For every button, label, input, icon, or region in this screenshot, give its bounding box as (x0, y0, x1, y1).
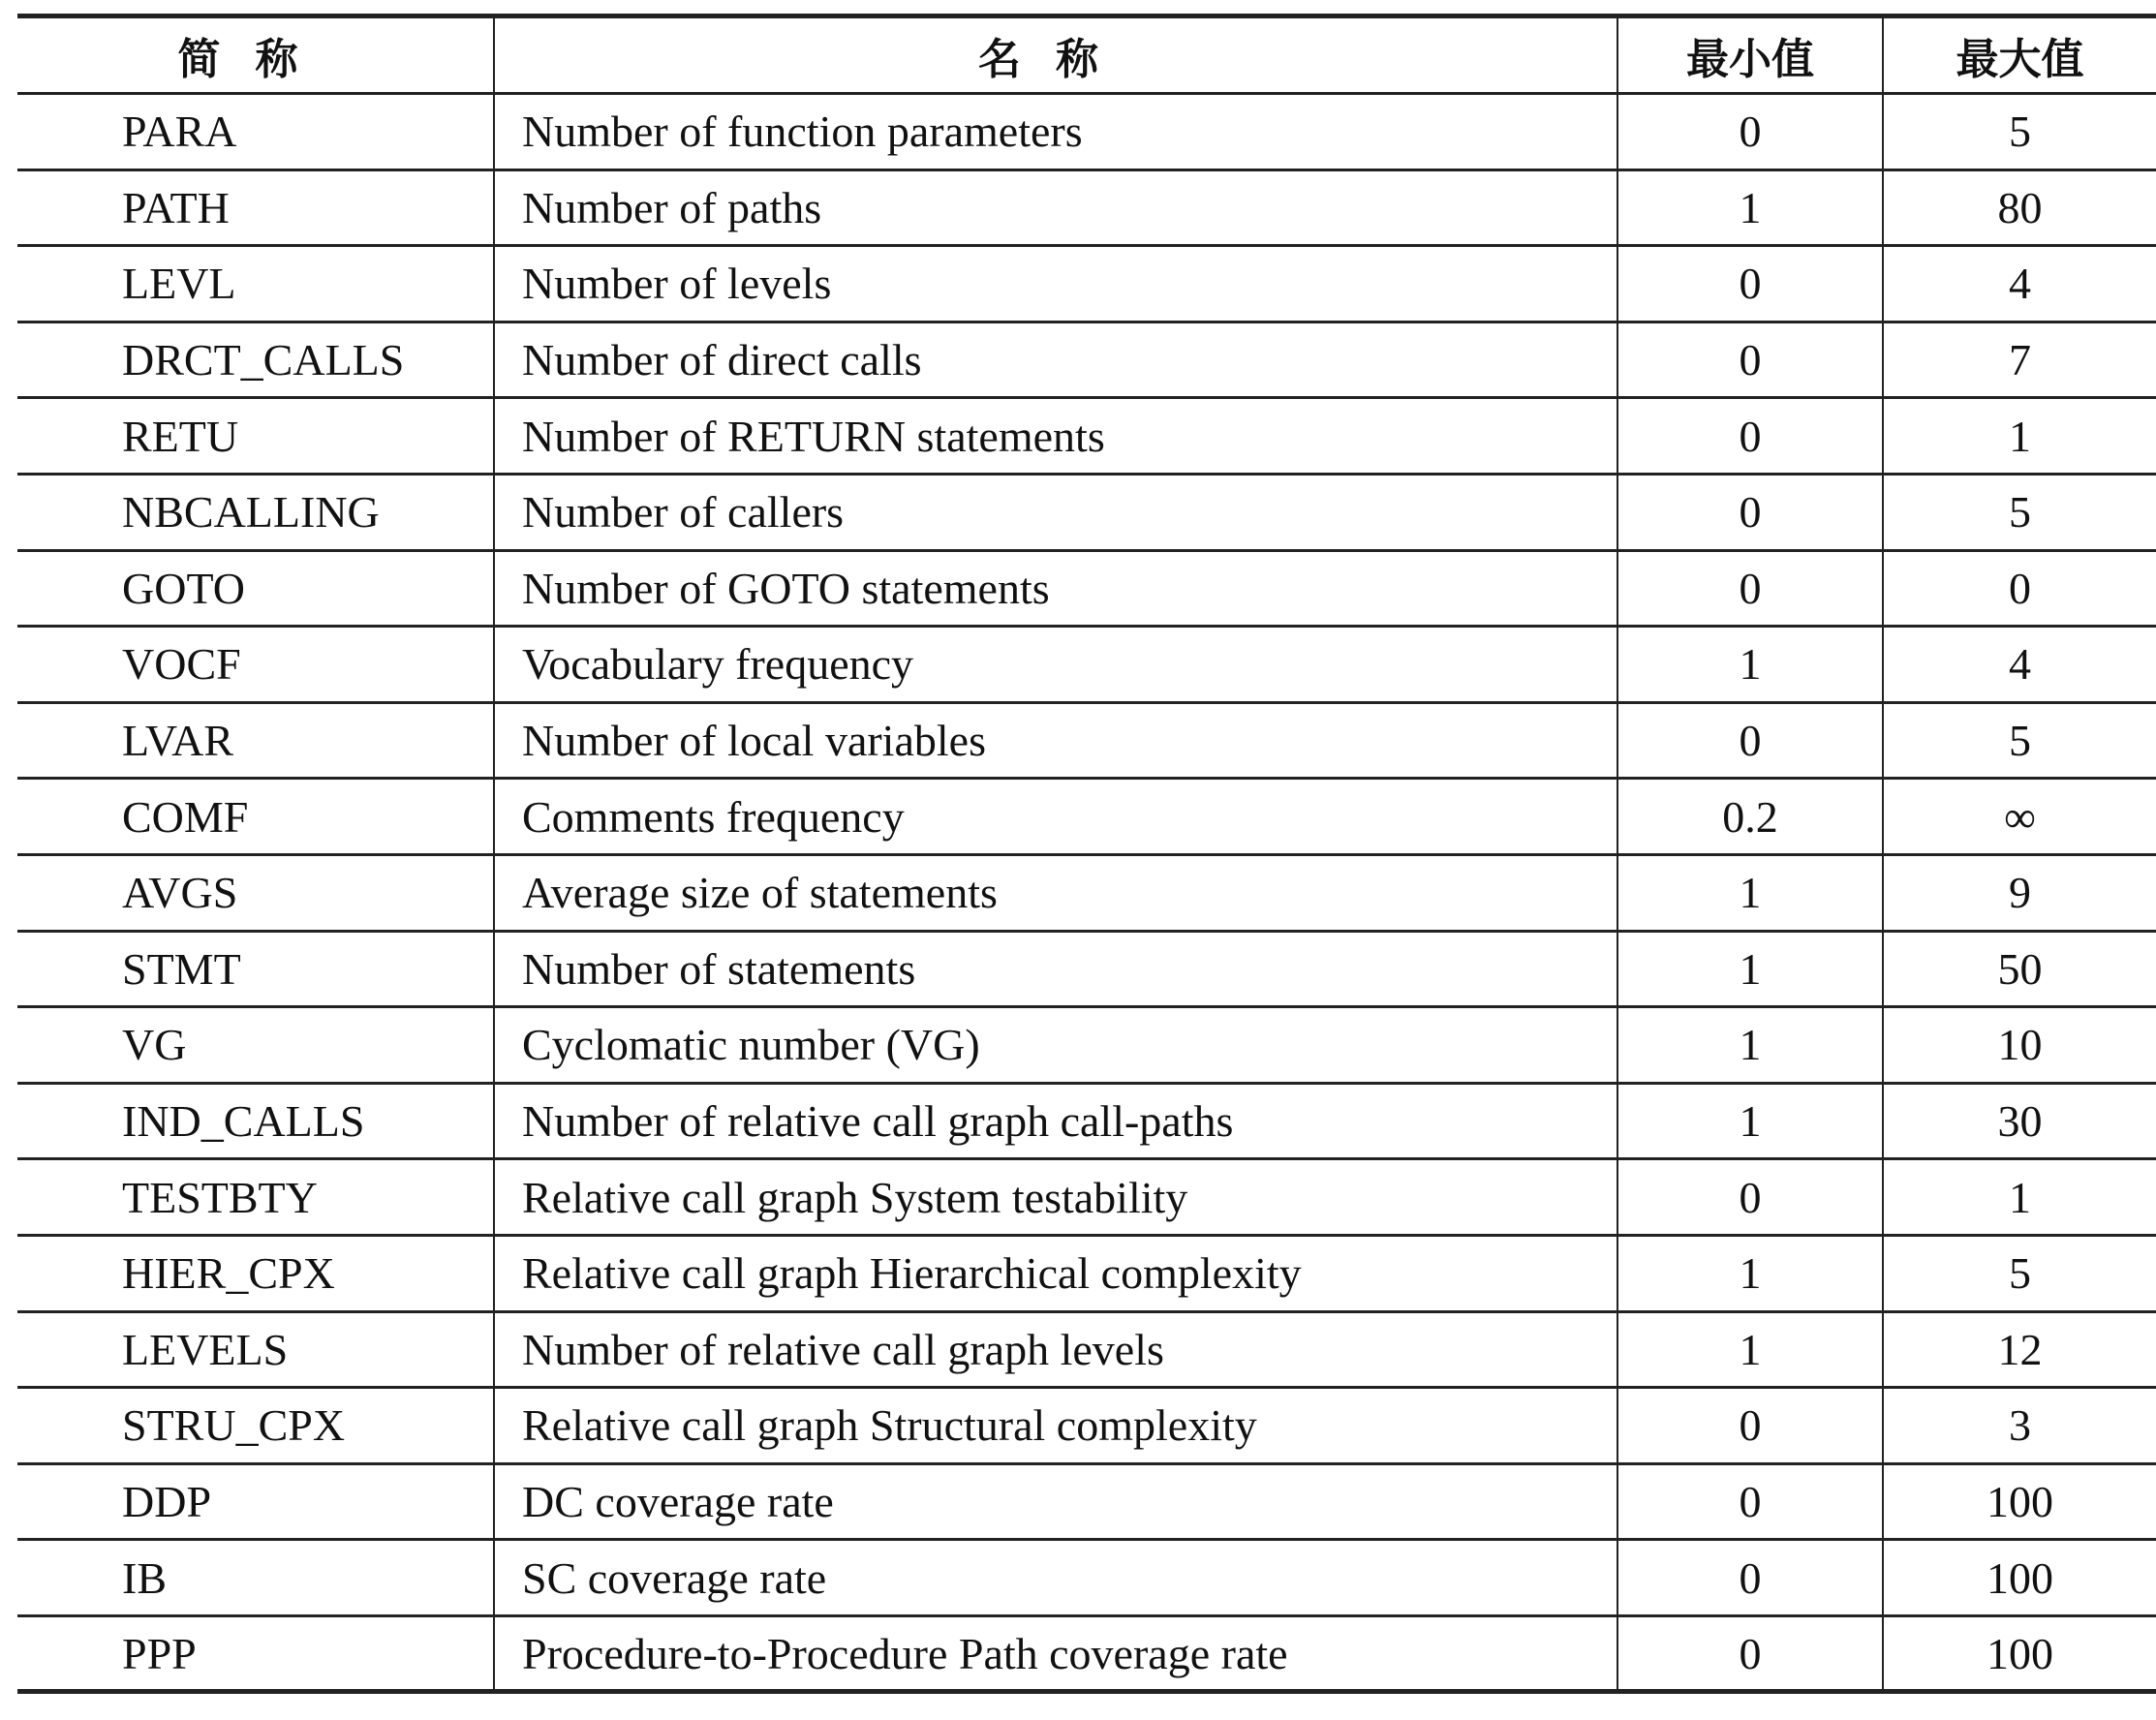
cell-min-value: 1 (1617, 627, 1883, 703)
table-row (17, 702, 2156, 779)
table-row (17, 1083, 2156, 1159)
cell-metric-name: Number of local variables (494, 702, 1617, 779)
cell-max-value: 12 (1883, 1311, 2156, 1388)
cell-max-value: 1 (1883, 1159, 2156, 1236)
table-row (17, 322, 2156, 398)
cell-abbreviation: IB (17, 1540, 494, 1616)
cell-metric-name: Number of relative call graph call-paths (494, 1083, 1617, 1159)
cell-min-value: 0.2 (1617, 779, 1883, 855)
table-row (17, 169, 2156, 246)
cell-metric-name: Number of relative call graph levels (494, 1311, 1617, 1388)
table-row (17, 779, 2156, 855)
cell-abbreviation: NBCALLING (17, 474, 494, 550)
cell-abbreviation: PPP (17, 1615, 494, 1692)
cell-metric-name: Number of statements (494, 931, 1617, 1007)
cell-metric-name: Number of paths (494, 169, 1617, 246)
cell-max-value: 50 (1883, 931, 2156, 1007)
cell-min-value: 1 (1617, 1311, 1883, 1388)
cell-metric-name: Number of callers (494, 474, 1617, 550)
cell-abbreviation: RETU (17, 398, 494, 475)
cell-max-value: 9 (1883, 854, 2156, 931)
table-row (17, 627, 2156, 703)
cell-max-value: 100 (1883, 1615, 2156, 1692)
table-row (17, 94, 2156, 170)
cell-metric-name: Procedure-to-Procedure Path coverage rate (494, 1615, 1617, 1692)
cell-metric-name: Comments frequency (494, 779, 1617, 855)
cell-metric-name: SC coverage rate (494, 1540, 1617, 1616)
cell-min-value: 1 (1617, 169, 1883, 246)
table-row (17, 474, 2156, 550)
table-row (17, 1615, 2156, 1692)
cell-max-value: 5 (1883, 94, 2156, 170)
cell-abbreviation: GOTO (17, 550, 494, 627)
cell-max-value: 30 (1883, 1083, 2156, 1159)
metrics-table-container (17, 14, 2156, 1694)
header-abbr: 简称 (17, 16, 494, 94)
table-row (17, 1235, 2156, 1311)
cell-min-value: 0 (1617, 94, 1883, 170)
header-min: 最小值 (1617, 16, 1883, 94)
cell-max-value: 4 (1883, 246, 2156, 322)
cell-abbreviation: VG (17, 1007, 494, 1084)
cell-min-value: 1 (1617, 931, 1883, 1007)
cell-max-value: 5 (1883, 1235, 2156, 1311)
cell-metric-name: Relative call graph System testability (494, 1159, 1617, 1236)
cell-min-value: 1 (1617, 1083, 1883, 1159)
cell-min-value: 0 (1617, 322, 1883, 398)
cell-max-value: 0 (1883, 550, 2156, 627)
cell-min-value: 0 (1617, 702, 1883, 779)
table-row (17, 398, 2156, 475)
cell-abbreviation: IND_CALLS (17, 1083, 494, 1159)
table-header (17, 16, 2156, 94)
header-row (17, 16, 2156, 94)
table-row (17, 1159, 2156, 1236)
cell-abbreviation: PARA (17, 94, 494, 170)
cell-min-value: 0 (1617, 398, 1883, 475)
cell-min-value: 1 (1617, 854, 1883, 931)
cell-abbreviation: LEVELS (17, 1311, 494, 1388)
cell-abbreviation: DDP (17, 1463, 494, 1540)
cell-max-value: 5 (1883, 474, 2156, 550)
cell-abbreviation: LVAR (17, 702, 494, 779)
cell-abbreviation: STMT (17, 931, 494, 1007)
table-row (17, 1007, 2156, 1084)
table-row (17, 550, 2156, 627)
table-body (17, 94, 2156, 1692)
cell-metric-name: Average size of statements (494, 854, 1617, 931)
cell-max-value: 10 (1883, 1007, 2156, 1084)
cell-min-value: 0 (1617, 1540, 1883, 1616)
metrics-table (17, 14, 2156, 1694)
cell-max-value: 4 (1883, 627, 2156, 703)
cell-min-value: 1 (1617, 1235, 1883, 1311)
table-row (17, 931, 2156, 1007)
cell-abbreviation: PATH (17, 169, 494, 246)
cell-abbreviation: VOCF (17, 627, 494, 703)
cell-metric-name: Vocabulary frequency (494, 627, 1617, 703)
cell-max-value: 1 (1883, 398, 2156, 475)
cell-min-value: 0 (1617, 1159, 1883, 1236)
cell-metric-name: Number of function parameters (494, 94, 1617, 170)
header-max: 最大值 (1883, 16, 2156, 94)
cell-abbreviation: COMF (17, 779, 494, 855)
cell-max-value: ∞ (1883, 779, 2156, 855)
header-name: 名称 (494, 16, 1617, 94)
cell-metric-name: Number of levels (494, 246, 1617, 322)
cell-metric-name: Relative call graph Structural complexity (494, 1388, 1617, 1464)
cell-min-value: 0 (1617, 474, 1883, 550)
cell-max-value: 100 (1883, 1540, 2156, 1616)
cell-min-value: 0 (1617, 1388, 1883, 1464)
cell-abbreviation: STRU_CPX (17, 1388, 494, 1464)
table-row (17, 1388, 2156, 1464)
cell-metric-name: Number of GOTO statements (494, 550, 1617, 627)
cell-max-value: 100 (1883, 1463, 2156, 1540)
cell-min-value: 1 (1617, 1007, 1883, 1084)
cell-metric-name: Number of direct calls (494, 322, 1617, 398)
cell-abbreviation: DRCT_CALLS (17, 322, 494, 398)
cell-metric-name: Relative call graph Hierarchical complexity (494, 1235, 1617, 1311)
cell-abbreviation: AVGS (17, 854, 494, 931)
cell-max-value: 80 (1883, 169, 2156, 246)
cell-min-value: 0 (1617, 550, 1883, 627)
table-row (17, 1540, 2156, 1616)
cell-max-value: 5 (1883, 702, 2156, 779)
cell-abbreviation: LEVL (17, 246, 494, 322)
cell-metric-name: DC coverage rate (494, 1463, 1617, 1540)
table-row (17, 246, 2156, 322)
table-row (17, 854, 2156, 931)
table-row (17, 1463, 2156, 1540)
cell-min-value: 0 (1617, 1615, 1883, 1692)
cell-min-value: 0 (1617, 246, 1883, 322)
cell-min-value: 0 (1617, 1463, 1883, 1540)
table-row (17, 1311, 2156, 1388)
cell-abbreviation: HIER_CPX (17, 1235, 494, 1311)
cell-max-value: 3 (1883, 1388, 2156, 1464)
cell-metric-name: Cyclomatic number (VG) (494, 1007, 1617, 1084)
cell-metric-name: Number of RETURN statements (494, 398, 1617, 475)
cell-max-value: 7 (1883, 322, 2156, 398)
cell-abbreviation: TESTBTY (17, 1159, 494, 1236)
